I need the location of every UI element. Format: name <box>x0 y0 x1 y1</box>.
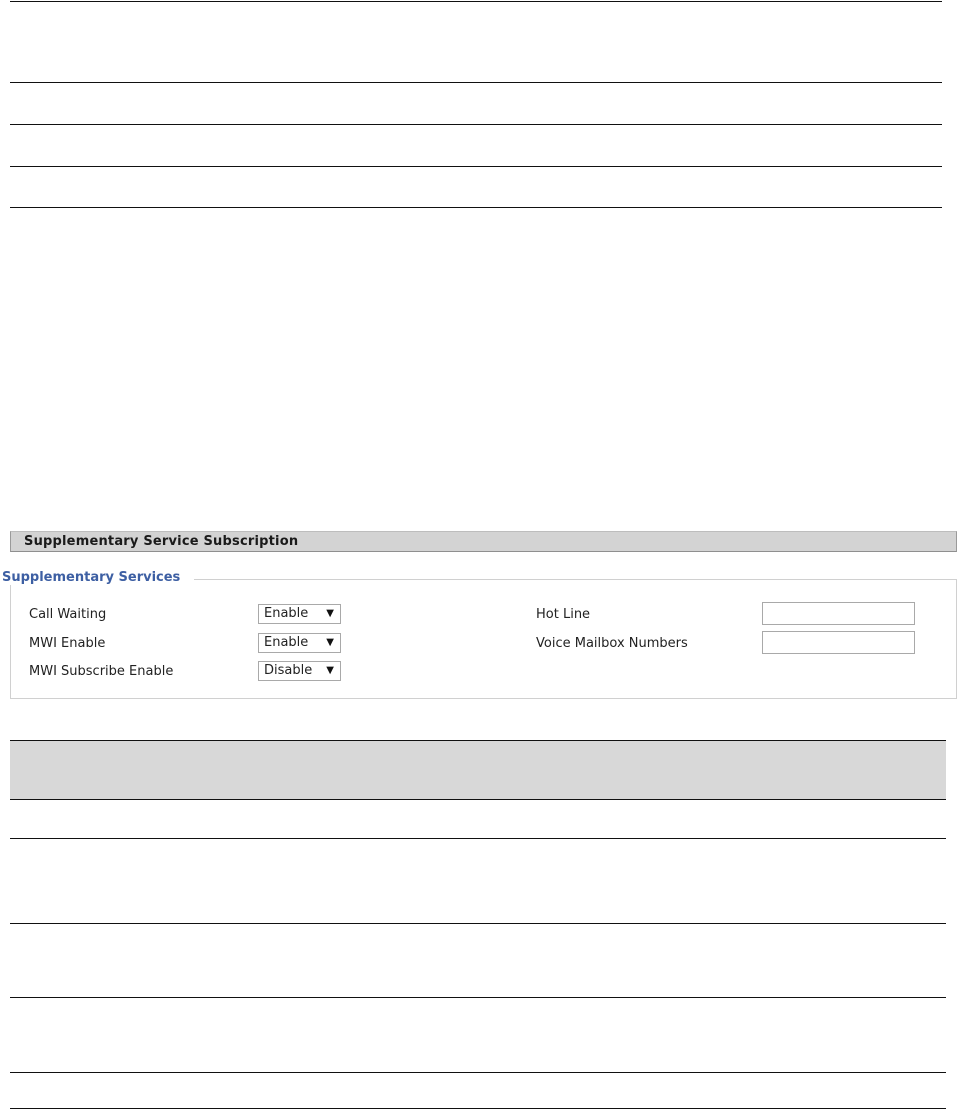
chevron-down-icon: ▼ <box>326 637 334 648</box>
call-waiting-label: Call Waiting <box>29 607 107 622</box>
document-rule-2 <box>10 82 942 83</box>
section-header-bar <box>10 531 957 552</box>
table-rule-bottom <box>10 1108 946 1109</box>
chevron-down-icon: ▼ <box>326 608 334 619</box>
voice-mailbox-numbers-label: Voice Mailbox Numbers <box>536 636 688 651</box>
mwi-subscribe-enable-select[interactable] <box>258 661 341 681</box>
mwi-enable-value: Enable <box>264 635 309 650</box>
call-waiting-select[interactable] <box>258 604 341 624</box>
table-rule-5 <box>10 997 946 998</box>
voice-mailbox-numbers-input[interactable] <box>762 631 915 654</box>
mwi-enable-label: MWI Enable <box>29 636 106 651</box>
document-rule-5 <box>10 207 942 208</box>
hot-line-input[interactable] <box>762 602 915 625</box>
hot-line-label: Hot Line <box>536 607 591 622</box>
mwi-enable-select[interactable] <box>258 633 341 653</box>
chevron-down-icon: ▼ <box>326 665 334 676</box>
mwi-subscribe-enable-label: MWI Subscribe Enable <box>29 664 174 679</box>
table-header-band <box>10 741 946 799</box>
table-rule-6 <box>10 1072 946 1073</box>
document-rule-4 <box>10 166 942 167</box>
table-rule-top <box>10 740 946 741</box>
table-rule-4 <box>10 923 946 924</box>
document-rule-top <box>10 1 942 2</box>
mwi-subscribe-enable-value: Disable <box>264 663 313 678</box>
section-title: Supplementary Service Subscription <box>24 534 299 549</box>
table-rule-2 <box>10 799 946 800</box>
document-rule-3 <box>10 124 942 125</box>
group-legend: Supplementary Services <box>2 570 194 585</box>
call-waiting-value: Enable <box>264 606 309 621</box>
table-rule-3 <box>10 838 946 839</box>
